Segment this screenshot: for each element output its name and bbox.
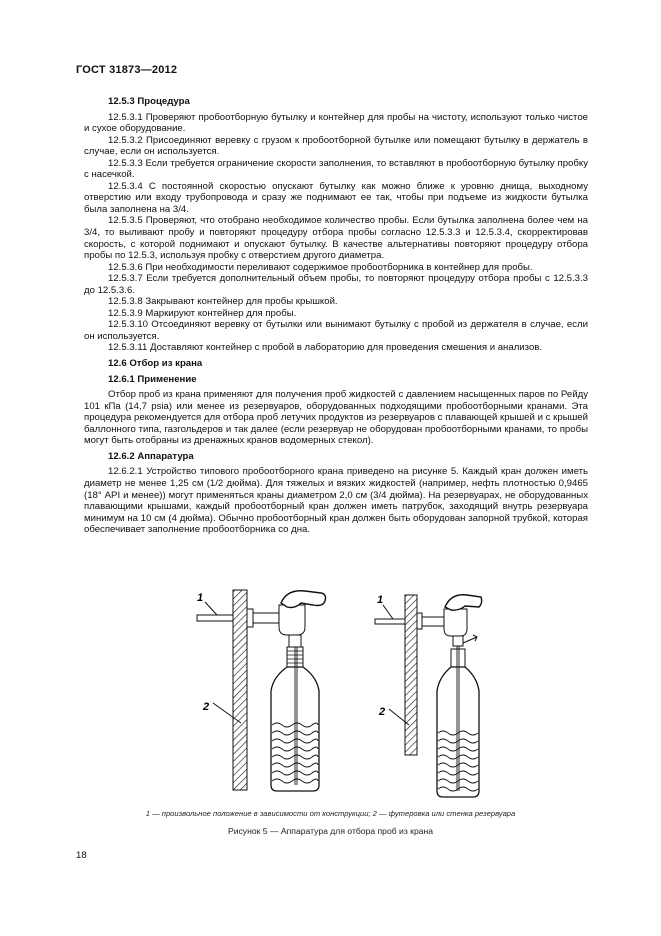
label-2-left: 2 <box>203 701 210 713</box>
heading-12-6-1: 12.6.1 Применение <box>108 373 197 385</box>
para-12-6-2-1: 12.6.2.1 Устройство типового пробоотборного крана приведено на рисунке 5. Каждый кран должен иметь диаметр не менее 1,25 см (1/2 дюйма). Для тяжелых и вязких жидкостей (например, нефть плотностью 0,9465 (18° API и менее)) могут применяться краны диаметром 2,0 см (3/4 дюйма). На резервуарах, не оборудованных плавающими крышами, каждый пробоотборный кран должен иметь патрубок, заходящий внутрь резервуара минимум на 10 см (4 дюйма). Обычно пробоотборный кран должен быть оборудован запорной трубкой, которая обеспечивает заполнение пробоотборника со дна. <box>84 466 588 536</box>
valve-flange-left <box>247 609 253 627</box>
para-12-5-3-5: 12.5.3.5 Проверяют, что отобрано необходимое количество пробы. Если бутылка заполнена более чем на 3/4, то выливают пробу и повторяют процедуру отбора пробы согласно 12.5.3.3 и 12.5.3.4, скорректировав скорость, с которой поднимают и опускают бутылку. В качестве альтернативы повторяют процедуру отбора пробы по 12.5.3, используя пробку с отверстием другого диаметра. <box>84 215 588 262</box>
para-12-5-3-4: 12.5.3.4 С постоянной скоростью опускают бутылку как можно ближе к уровню днища, выходному отверстию или входу трубопровода и сразу же поднимают ее так, чтобы при подъеме из жидкости бутылка была заполнена на 3/4. <box>84 180 588 215</box>
figure-caption: Рисунок 5 — Аппаратура для отбора проб из крана <box>227 826 434 836</box>
valve-spout-right <box>453 636 463 646</box>
figure-legend: 1 — произвольное положение в зависимости от конструкции; 2 — футеровка или стенка резервуара <box>145 809 516 818</box>
bottle-neck-right <box>451 649 465 667</box>
para-12-6-1: Отбор проб из крана применяют для получения проб жидкостей с давлением насыщенных паров по Рейду 101 кПа (14,7 psia) или менее из резервуаров, оборудованных подходящими пробоотборными кранами. Эта процедура рекомендуется для отбора проб летучих продуктов из резервуаров с плавающей крышей и с крышей баллонного типа, газгольдеров и так далее (если резервуар не оборудован пробоотборными кранами, то пробы могут быть отобраны из дренажных кранов водомерных стекол). <box>84 389 588 447</box>
heading-12-5-3: 12.5.3 Процедура <box>108 96 190 107</box>
section-12-5-3 <box>84 96 588 536</box>
para-12-5-3-7: 12.5.3.7 Если требуется дополнительный объем пробы, то повторяют процедуру отбора пробы с 12.5.3.3 до 12.5.3.6. <box>84 273 588 296</box>
right-sampling-assembly <box>375 594 482 797</box>
document-header: ГОСТ 31873—2012 <box>76 64 178 76</box>
para-12-5-3-1: 12.5.3.1 Проверяют пробоотборную бутылку и контейнер для пробы на чистоту, используют только чистое и сухое оборудование. <box>84 111 588 135</box>
valve-flange-right <box>417 613 422 629</box>
valve-pipe-right <box>422 617 444 626</box>
para-12-5-3-2: 12.5.3.2 Присоединяют веревку с грузом к пробоотборной бутылке или помещают бутылку в держатель в случае, если он используется. <box>84 134 588 158</box>
para-12-5-3-8: 12.5.3.8 Закрывают контейнер для пробы крышкой. <box>108 296 338 308</box>
figure-5-drawing <box>183 585 483 801</box>
nozzle-right <box>375 619 405 624</box>
heading-12-6-2: 12.6.2 Аппаратура <box>108 450 194 462</box>
valve-spout-left <box>289 635 301 647</box>
para-12-5-3-11: 12.5.3.11 Доставляют контейнер с пробой в лабораторию для проведения смешения и анализов. <box>108 342 543 354</box>
para-12-5-3-9: 12.5.3.9 Маркируют контейнер для пробы. <box>108 307 297 319</box>
label-2-right: 2 <box>379 706 386 718</box>
left-sampling-assembly <box>197 590 326 791</box>
leader-1-right <box>383 605 393 619</box>
heading-12-6: 12.6 Отбор из крана <box>108 358 203 370</box>
bottle-body-right <box>437 667 479 797</box>
valve-body-right <box>444 609 467 636</box>
para-12-5-3-10: 12.5.3.10 Отсоединяют веревку от бутылки или вынимают бутылку с пробой из держателя в случае, если он используется. <box>84 319 588 342</box>
para-12-5-3-6: 12.5.3.6 При необходимости переливают содержимое пробоотборника в контейнер для пробы. <box>108 261 533 273</box>
valve-body-left <box>279 605 305 635</box>
page-number: 18 <box>76 850 87 861</box>
label-1-right: 1 <box>377 594 384 606</box>
nozzle-left <box>197 615 233 621</box>
valve-handle-right <box>445 595 482 610</box>
leader-1-left <box>205 602 217 615</box>
valve-pipe-left <box>253 613 279 623</box>
tank-wall-right <box>405 595 417 755</box>
para-12-5-3-3: 12.5.3.3 Если требуется ограничение скорости заполнения, то вставляют в пробоотборную бутылку пробку с насечкой. <box>84 157 588 181</box>
tank-wall-left <box>233 590 247 790</box>
label-1-left: 1 <box>197 592 204 604</box>
flow-arrow-right <box>463 635 477 643</box>
